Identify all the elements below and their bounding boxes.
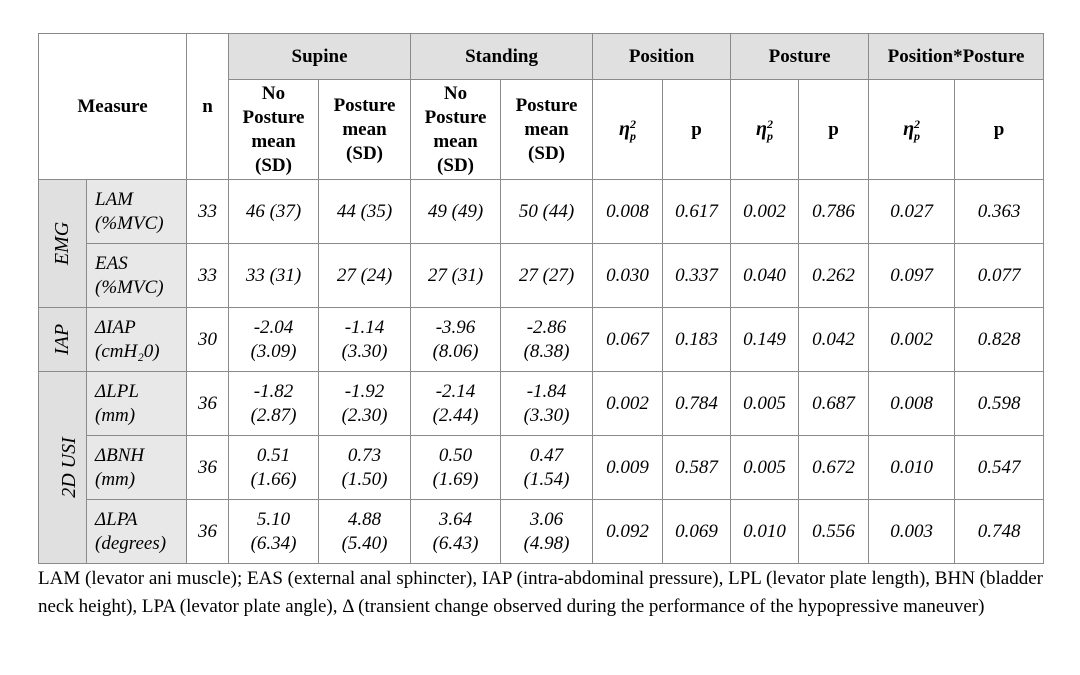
posture-eta-cell: 0.005 — [731, 372, 799, 436]
measure-cell-line: (%MVC) — [95, 276, 164, 298]
group-label — [39, 180, 87, 308]
standing-posture-cell — [501, 372, 593, 436]
measure-cell-line: ΔLPA — [95, 508, 138, 530]
measure-cell — [87, 244, 187, 308]
posture-mean-header-line: (SD) — [346, 142, 383, 164]
interaction-header: Position*Posture — [869, 34, 1044, 80]
supine-posture-cell-line: 4.88 — [347, 508, 382, 530]
no-posture-header — [411, 80, 501, 180]
supine-posture-cell — [319, 436, 411, 500]
no-posture-header-line: Posture — [424, 106, 487, 128]
posture-p-cell: 0.262 — [799, 244, 869, 308]
supine-no-posture-cell-line: (3.09) — [250, 340, 297, 362]
table-row — [39, 180, 1044, 244]
standing-no-posture-cell — [411, 372, 501, 436]
measure-cell-line: (cmH₂0) — [95, 340, 160, 362]
standing-no-posture-cell-line: (1.69) — [432, 468, 479, 490]
supine-no-posture-cell-line: (6.34) — [250, 532, 297, 554]
position-eta-cell: 0.092 — [593, 500, 663, 564]
table-row — [39, 308, 1044, 372]
n-header: n — [187, 34, 229, 180]
posture-p-cell: 0.672 — [799, 436, 869, 500]
group-label-text: 2D USI — [57, 437, 80, 498]
measure-cell-line: (mm) — [95, 404, 136, 426]
eta-symbol: η — [903, 117, 915, 140]
interaction-eta-cell: 0.002 — [869, 308, 955, 372]
standing-posture-cell-line: 3.06 — [529, 508, 564, 530]
standing-no-posture-cell — [411, 436, 501, 500]
posture-mean-header — [319, 80, 411, 180]
measure-cell-line: ΔBNH — [95, 444, 145, 466]
posture-p-cell: 0.687 — [799, 372, 869, 436]
standing-no-posture-cell-line: 3.64 — [438, 508, 473, 530]
no-posture-header-line: Posture — [242, 106, 305, 128]
eta-squared-header: η 2 p — [869, 80, 955, 180]
interaction-p-cell: 0.363 — [955, 180, 1044, 244]
standing-posture-cell-line: (1.54) — [523, 468, 570, 490]
posture-p-cell: 0.556 — [799, 500, 869, 564]
position-eta-cell: 0.008 — [593, 180, 663, 244]
posture-mean-header-line: Posture — [515, 94, 578, 116]
standing-posture-cell-line: -1.84 — [526, 380, 567, 402]
supine-no-posture-cell — [229, 244, 319, 308]
supine-posture-cell-line: -1.92 — [344, 380, 385, 402]
supine-no-posture-cell — [229, 372, 319, 436]
supine-posture-cell — [319, 500, 411, 564]
supine-no-posture-cell — [229, 180, 319, 244]
position-p-cell: 0.784 — [663, 372, 731, 436]
group-label — [39, 372, 87, 564]
supine-posture-cell-line: (5.40) — [341, 532, 388, 554]
no-posture-header-line: (SD) — [437, 154, 474, 176]
interaction-p-cell: 0.748 — [955, 500, 1044, 564]
standing-header: Standing — [411, 34, 593, 80]
supine-posture-cell-line: 27 (24) — [336, 264, 393, 286]
no-posture-header — [229, 80, 319, 180]
posture-mean-header-line: mean — [524, 118, 569, 140]
standing-no-posture-cell-line: 49 (49) — [427, 200, 484, 222]
no-posture-header-line: mean — [251, 130, 296, 152]
interaction-p-cell: 0.598 — [955, 372, 1044, 436]
no-posture-header-line: No — [261, 82, 286, 104]
measure-cell — [87, 372, 187, 436]
position-p-cell: 0.069 — [663, 500, 731, 564]
standing-no-posture-cell — [411, 308, 501, 372]
n-cell: 36 — [187, 372, 229, 436]
standing-posture-cell-line: (4.98) — [523, 532, 570, 554]
table-row — [39, 436, 1044, 500]
measure-cell-line: (%MVC) — [95, 212, 164, 234]
interaction-eta-cell: 0.027 — [869, 180, 955, 244]
standing-posture-cell-line: -2.86 — [526, 316, 567, 338]
posture-eta-cell: 0.010 — [731, 500, 799, 564]
posture-eta-cell: 0.005 — [731, 436, 799, 500]
standing-posture-cell-line: 0.47 — [529, 444, 564, 466]
position-p-cell: 0.183 — [663, 308, 731, 372]
measure-cell — [87, 500, 187, 564]
supine-posture-cell-line: (3.30) — [341, 340, 388, 362]
position-eta-cell: 0.002 — [593, 372, 663, 436]
standing-posture-cell — [501, 180, 593, 244]
standing-no-posture-cell-line: 0.50 — [438, 444, 473, 466]
n-cell: 30 — [187, 308, 229, 372]
table-footnote: LAM (levator ani muscle); EAS (external anal sphincter), IAP (intra-abdominal pressure), LPL (levator plate length), BHN (bladder neck height), LPA (levator plate angle), Δ (transient change observed during the performance of the hypopressive maneuver) — [38, 568, 1043, 617]
group-label-text: IAP — [51, 323, 73, 356]
interaction-eta-cell: 0.097 — [869, 244, 955, 308]
measure-cell — [87, 436, 187, 500]
standing-no-posture-cell-line: -2.14 — [435, 380, 476, 402]
standing-posture-cell — [501, 436, 593, 500]
measure-cell-line: LAM — [95, 188, 133, 210]
supine-no-posture-cell-line: (2.87) — [250, 404, 297, 426]
standing-posture-cell-line: 27 (27) — [518, 264, 575, 286]
interaction-eta-cell: 0.003 — [869, 500, 955, 564]
eta-symbol: η — [756, 117, 768, 140]
measure-cell — [87, 308, 187, 372]
supine-posture-cell — [319, 308, 411, 372]
standing-posture-cell-line: (8.38) — [523, 340, 570, 362]
measure-cell-line: (degrees) — [95, 532, 167, 554]
measure-header: Measure — [39, 34, 187, 180]
posture-eta-cell: 0.040 — [731, 244, 799, 308]
eta-squared-header: η 2 p — [593, 80, 663, 180]
posture-p-cell: 0.042 — [799, 308, 869, 372]
supine-posture-cell — [319, 372, 411, 436]
supine-posture-cell-line: 0.73 — [347, 444, 382, 466]
standing-no-posture-cell — [411, 500, 501, 564]
posture-eta-cell: 0.149 — [731, 308, 799, 372]
standing-posture-cell-line: (3.30) — [523, 404, 570, 426]
supine-no-posture-cell-line: 46 (37) — [245, 200, 302, 222]
position-p-cell: 0.337 — [663, 244, 731, 308]
supine-header: Supine — [229, 34, 411, 80]
posture-eta-cell: 0.002 — [731, 180, 799, 244]
standing-no-posture-cell-line: 27 (31) — [427, 264, 484, 286]
no-posture-header-line: mean — [433, 130, 478, 152]
position-eta-cell: 0.067 — [593, 308, 663, 372]
interaction-eta-cell: 0.010 — [869, 436, 955, 500]
posture-header: Posture — [731, 34, 869, 80]
standing-posture-cell — [501, 308, 593, 372]
table-row — [39, 372, 1044, 436]
interaction-p-cell: 0.077 — [955, 244, 1044, 308]
supine-posture-cell-line: (2.30) — [341, 404, 388, 426]
p-header: p — [663, 80, 731, 180]
supine-no-posture-cell — [229, 308, 319, 372]
n-cell: 33 — [187, 244, 229, 308]
n-cell: 36 — [187, 500, 229, 564]
supine-no-posture-cell-line: (1.66) — [250, 468, 297, 490]
posture-mean-header-line: (SD) — [528, 142, 565, 164]
no-posture-header-line: No — [443, 82, 468, 104]
results-table — [38, 33, 1044, 564]
table-row — [39, 244, 1044, 308]
position-eta-cell: 0.030 — [593, 244, 663, 308]
standing-no-posture-cell-line: (8.06) — [432, 340, 479, 362]
standing-no-posture-cell — [411, 244, 501, 308]
n-cell: 33 — [187, 180, 229, 244]
supine-posture-cell — [319, 244, 411, 308]
supine-no-posture-cell — [229, 500, 319, 564]
standing-no-posture-cell-line: -3.96 — [435, 316, 476, 338]
position-p-cell: 0.617 — [663, 180, 731, 244]
group-label — [39, 308, 87, 372]
supine-no-posture-cell-line: -2.04 — [253, 316, 294, 338]
measure-cell-line: ΔLPL — [95, 380, 139, 402]
standing-posture-cell — [501, 244, 593, 308]
standing-no-posture-cell-line: (2.44) — [432, 404, 479, 426]
measure-cell-line: ΔIAP — [95, 316, 136, 338]
position-header: Position — [593, 34, 731, 80]
supine-no-posture-cell-line: -1.82 — [253, 380, 294, 402]
posture-mean-header-line: mean — [342, 118, 387, 140]
supine-no-posture-cell-line: 33 (31) — [245, 264, 302, 286]
interaction-eta-cell: 0.008 — [869, 372, 955, 436]
measure-cell-line: EAS — [95, 252, 128, 274]
posture-p-cell: 0.786 — [799, 180, 869, 244]
measure-cell-line: (mm) — [95, 468, 136, 490]
measure-cell — [87, 180, 187, 244]
supine-posture-cell — [319, 180, 411, 244]
group-label-text: EMG — [50, 221, 73, 266]
position-eta-cell: 0.009 — [593, 436, 663, 500]
no-posture-header-line: (SD) — [255, 154, 292, 176]
table-body — [39, 180, 1044, 564]
eta-squared-header: η 2 p — [731, 80, 799, 180]
interaction-p-cell: 0.828 — [955, 308, 1044, 372]
supine-posture-cell-line: -1.14 — [344, 316, 385, 338]
standing-no-posture-cell-line: (6.43) — [432, 532, 479, 554]
standing-posture-cell-line: 50 (44) — [518, 200, 575, 222]
supine-posture-cell-line: (1.50) — [341, 468, 388, 490]
table-row — [39, 500, 1044, 564]
supine-no-posture-cell-line: 0.51 — [256, 444, 291, 466]
n-cell: 36 — [187, 436, 229, 500]
position-p-cell: 0.587 — [663, 436, 731, 500]
eta-symbol: η — [619, 117, 631, 140]
posture-mean-header-line: Posture — [333, 94, 396, 116]
standing-posture-cell — [501, 500, 593, 564]
p-header: p — [799, 80, 869, 180]
supine-posture-cell-line: 44 (35) — [336, 200, 393, 222]
interaction-p-cell: 0.547 — [955, 436, 1044, 500]
standing-no-posture-cell — [411, 180, 501, 244]
p-header: p — [955, 80, 1044, 180]
supine-no-posture-cell — [229, 436, 319, 500]
posture-mean-header — [501, 80, 593, 180]
supine-no-posture-cell-line: 5.10 — [256, 508, 291, 530]
